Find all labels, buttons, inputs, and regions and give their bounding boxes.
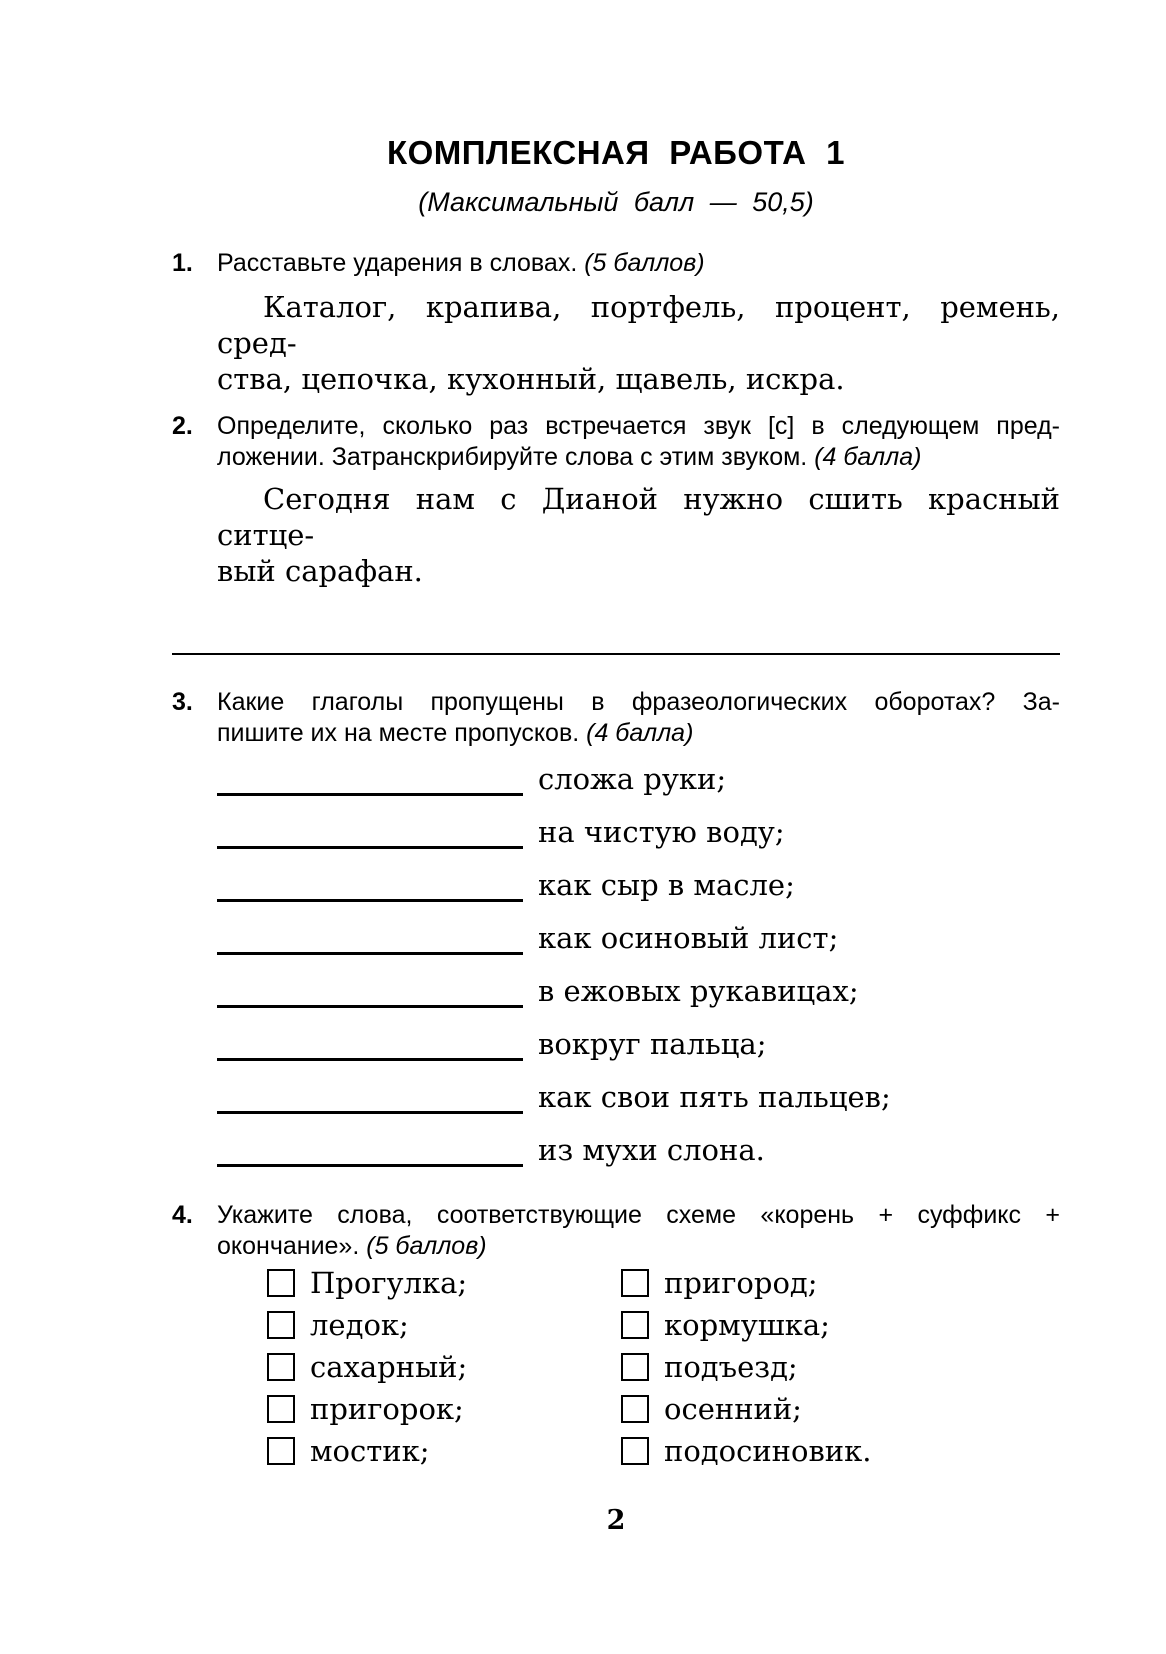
task-4-text-line2 xyxy=(217,1231,1060,1262)
task-4-options xyxy=(267,1262,1060,1472)
answer-blank-line[interactable] xyxy=(217,816,523,849)
page-title: КОМПЛЕКСНАЯ РАБОТА 1 xyxy=(386,134,846,171)
task-1-instruction xyxy=(217,248,1060,279)
task-1-words xyxy=(217,289,1060,397)
section-divider xyxy=(172,653,1060,655)
option-label: подъезд; xyxy=(664,1349,798,1384)
option-label: пригорок; xyxy=(310,1391,464,1426)
fill-row xyxy=(217,763,1060,796)
checkbox[interactable] xyxy=(621,1437,649,1465)
phrase-label: как свои пять пальцев; xyxy=(538,1080,891,1114)
checkbox[interactable] xyxy=(267,1395,295,1423)
options-right-column xyxy=(621,1262,871,1472)
task-2-number: 2. xyxy=(172,412,193,440)
answer-blank-line[interactable] xyxy=(217,869,523,902)
checkbox[interactable] xyxy=(621,1269,649,1297)
option-row xyxy=(267,1346,621,1388)
fill-row xyxy=(217,869,1060,902)
option-row xyxy=(267,1304,621,1346)
task-2-points: (4 балла) xyxy=(814,443,922,471)
option-label: подосиновик. xyxy=(664,1433,872,1468)
option-row xyxy=(621,1262,871,1304)
task-4-points: (5 баллов) xyxy=(366,1232,487,1260)
task-3-text: пишите их на месте пропусков. xyxy=(217,719,580,747)
option-label: пригород; xyxy=(664,1265,818,1300)
task-4-text: окончание». xyxy=(217,1232,360,1260)
task-4-instruction xyxy=(217,1200,1060,1262)
task-2-text: ложении. Затранскрибируйте слова с этим звуком. xyxy=(217,443,808,471)
task-1-text: Расставьте ударения в словах. xyxy=(217,249,578,277)
task-2-sentence-line2: вый сарафан. xyxy=(217,554,423,588)
option-label: осенний; xyxy=(664,1391,802,1426)
phrase-label: в ежовых рукавицах; xyxy=(538,974,859,1008)
task-1-words-line1: Каталог, крапива, портфель, процент, ремень, сред- xyxy=(217,290,1060,360)
task-4-number: 4. xyxy=(172,1201,193,1229)
task-3-number: 3. xyxy=(172,688,193,716)
phrase-label: из мухи слона. xyxy=(538,1133,765,1167)
checkbox[interactable] xyxy=(621,1353,649,1381)
answer-blank-line[interactable] xyxy=(217,763,523,796)
phrase-label: на чистую воду; xyxy=(538,815,785,849)
option-label: сахарный; xyxy=(310,1349,468,1384)
checkbox[interactable] xyxy=(621,1311,649,1339)
option-label: Прогулка; xyxy=(310,1265,468,1300)
task-3-text-line2 xyxy=(217,718,1060,749)
fill-row xyxy=(217,1081,1060,1114)
task-3-points: (4 балла) xyxy=(586,719,694,747)
fill-row xyxy=(217,816,1060,849)
answer-blank-line[interactable] xyxy=(217,922,523,955)
phrase-label: вокруг пальца; xyxy=(538,1027,767,1061)
option-row xyxy=(621,1430,871,1472)
checkbox[interactable] xyxy=(267,1353,295,1381)
option-label: ледок; xyxy=(310,1307,409,1342)
checkbox[interactable] xyxy=(267,1269,295,1297)
option-label: мостик; xyxy=(310,1433,430,1468)
answer-blank-line[interactable] xyxy=(217,975,523,1008)
checkbox[interactable] xyxy=(267,1311,295,1339)
task-2-text-line1: Определите, сколько раз встречается звук [с] в следующем пред- xyxy=(217,412,1060,440)
fill-row xyxy=(217,1028,1060,1061)
checkbox[interactable] xyxy=(621,1395,649,1423)
task-3-instruction xyxy=(217,687,1060,749)
option-row xyxy=(621,1304,871,1346)
task-4-text-line1: Укажите слова, соответствующие схеме «корень + суффикс + xyxy=(217,1201,1060,1229)
task-1-points: (5 баллов) xyxy=(584,249,705,277)
task-2-sentence xyxy=(217,481,1060,589)
answer-blank-line[interactable] xyxy=(217,1081,523,1114)
fill-row xyxy=(217,1134,1060,1167)
task-3-fill-rows xyxy=(217,763,1060,1167)
task-2-sentence-line1: Сегодня нам с Дианой нужно сшить красный ситце- xyxy=(217,482,1060,552)
checkbox[interactable] xyxy=(267,1437,295,1465)
phrase-label: сложа руки; xyxy=(538,762,727,796)
task-1-number: 1. xyxy=(172,249,193,277)
phrase-label: как сыр в масле; xyxy=(538,868,795,902)
answer-blank-line[interactable] xyxy=(217,1028,523,1061)
task-2 xyxy=(172,411,1060,589)
answer-blank-line[interactable] xyxy=(217,1134,523,1167)
option-label: кормушка; xyxy=(664,1307,830,1342)
task-3-text-line1: Какие глаголы пропущены в фразеологических оборотах? За- xyxy=(217,688,1060,716)
task-1 xyxy=(172,248,1060,397)
fill-row xyxy=(217,975,1060,1008)
option-row xyxy=(621,1346,871,1388)
task-3 xyxy=(172,687,1060,1167)
task-2-text-line2 xyxy=(217,442,1060,473)
fill-row xyxy=(217,922,1060,955)
task-2-instruction xyxy=(217,411,1060,473)
option-row xyxy=(267,1388,621,1430)
task-4 xyxy=(172,1200,1060,1472)
option-row xyxy=(267,1430,621,1472)
phrase-label: как осиновый лист; xyxy=(538,921,839,955)
page-number: 2 xyxy=(606,1505,626,1536)
option-row xyxy=(621,1388,871,1430)
task-1-words-line2: ства, цепочка, кухонный, щавель, искра. xyxy=(217,362,845,396)
page-subtitle: (Максимальный балл — 50,5) xyxy=(418,187,814,217)
option-row xyxy=(267,1262,621,1304)
options-left-column xyxy=(267,1262,621,1472)
